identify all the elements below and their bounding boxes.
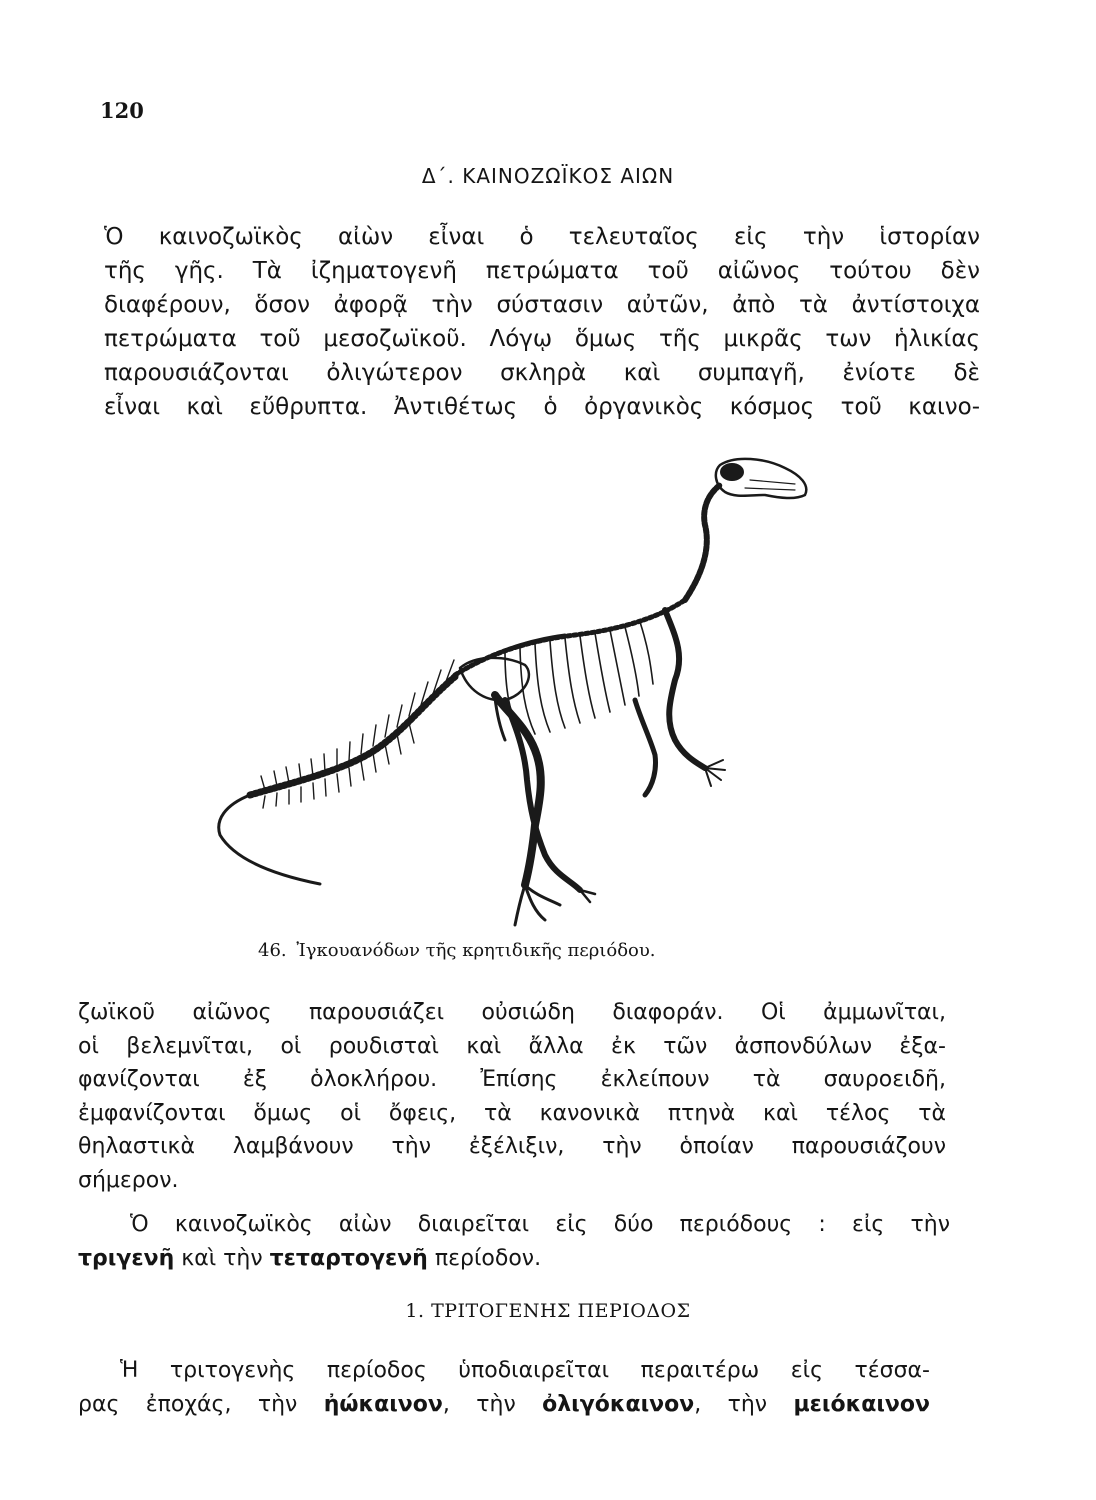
- chapter-heading: Δ΄. ΚΑΙΝΟΖΩΪΚΟΣ ΑΙΩΝ: [421, 164, 675, 188]
- intro-paragraph: [104, 220, 980, 424]
- figure-caption: [258, 940, 656, 961]
- division-paragraph: [78, 1208, 950, 1275]
- figure-number: 46.: [258, 940, 287, 961]
- bold-term: μειόκαινον: [793, 1391, 930, 1417]
- bold-term: τεταρτογενῆ: [269, 1245, 428, 1271]
- text-line: φανίζονται ἐξ ὁλοκλήρου. Ἐπίσης ἐκλείπουν τὰ σαυροειδῆ,: [78, 1067, 946, 1092]
- connector-text: καὶ τὴν: [174, 1245, 270, 1271]
- text-line: ζωϊκοῦ αἰῶνος παρουσιάζει οὐσιώδη διαφοράν. Οἱ ἀμμωνῖται,: [78, 1000, 946, 1025]
- text-line: εἶναι καὶ εὔθρυπτα. Ἀντιθέτως ὁ ὀργανικὸς κόσμος τοῦ καινο-: [104, 394, 980, 420]
- bold-term: ἠώκαινον: [323, 1391, 443, 1417]
- tertiary-paragraph: [78, 1354, 930, 1421]
- ending-text: περίοδον.: [427, 1245, 542, 1271]
- bold-term: τριγενῆ: [78, 1245, 175, 1271]
- text-line: διαφέρουν, ὅσον ἀφορᾷ τὴν σύστασιν αὐτῶν, ἀπὸ τὰ ἀντίστοιχα: [104, 292, 980, 318]
- page-number: 120: [100, 98, 144, 123]
- bold-term: ὀλιγόκαινον: [542, 1391, 695, 1417]
- text-line: Ἡ τριτογενὴς περίοδος ὑποδιαιρεῖται περαιτέρω εἰς τέσσα-: [120, 1358, 930, 1383]
- separator-text: , τὴν: [694, 1391, 794, 1417]
- text-line: [78, 1388, 930, 1422]
- text-line: παρουσιάζονται ὀλιγώτερον σκληρὰ καὶ συμπαγῆ, ἐνίοτε δὲ: [104, 360, 980, 386]
- lead-text: ρας ἐποχάς, τὴν: [78, 1391, 324, 1417]
- separator-text: , τὴν: [442, 1391, 543, 1417]
- continuation-paragraph: [78, 996, 946, 1197]
- text-line: [78, 1242, 950, 1276]
- text-line: Ὁ καινοζωϊκὸς αἰὼν εἶναι ὁ τελευταῖος εἰς τὴν ἱστορίαν: [104, 224, 980, 250]
- figure-caption-text: Ἰγκουανόδων τῆς κρητιδικῆς περιόδου.: [296, 940, 656, 961]
- iguanodon-skeleton-illustration: [205, 450, 845, 930]
- text-line: πετρώματα τοῦ μεσοζωϊκοῦ. Λόγῳ ὅμως τῆς μικρᾶς των ἡλικίας: [104, 326, 980, 352]
- section-heading: 1. ΤΡΙΤΟΓΕΝΗΣ ΠΕΡΙΟΔΟΣ: [405, 1300, 691, 1322]
- text-line: ἐμφανίζονται ὅμως οἱ ὄφεις, τὰ κανονικὰ πτηνὰ καὶ τέλος τὰ: [78, 1100, 946, 1126]
- text-line: θηλαστικὰ λαμβάνουν τὴν ἐξέλιξιν, τὴν ὁποίαν παρουσιάζουν: [78, 1134, 946, 1159]
- text-line: τῆς γῆς. Τὰ ἰζηματογενῆ πετρώματα τοῦ αἰῶνος τούτου δὲν: [104, 258, 980, 284]
- text-line: Ὁ καινοζωϊκὸς αἰὼν διαιρεῖται εἰς δύο περιόδους : εἰς τὴν: [130, 1212, 950, 1237]
- text-line: σήμερον.: [78, 1167, 179, 1193]
- text-line: οἱ βελεμνῖται, οἱ ρουδισταὶ καὶ ἄλλα ἐκ τῶν ἀσπονδύλων ἐξα-: [78, 1033, 946, 1059]
